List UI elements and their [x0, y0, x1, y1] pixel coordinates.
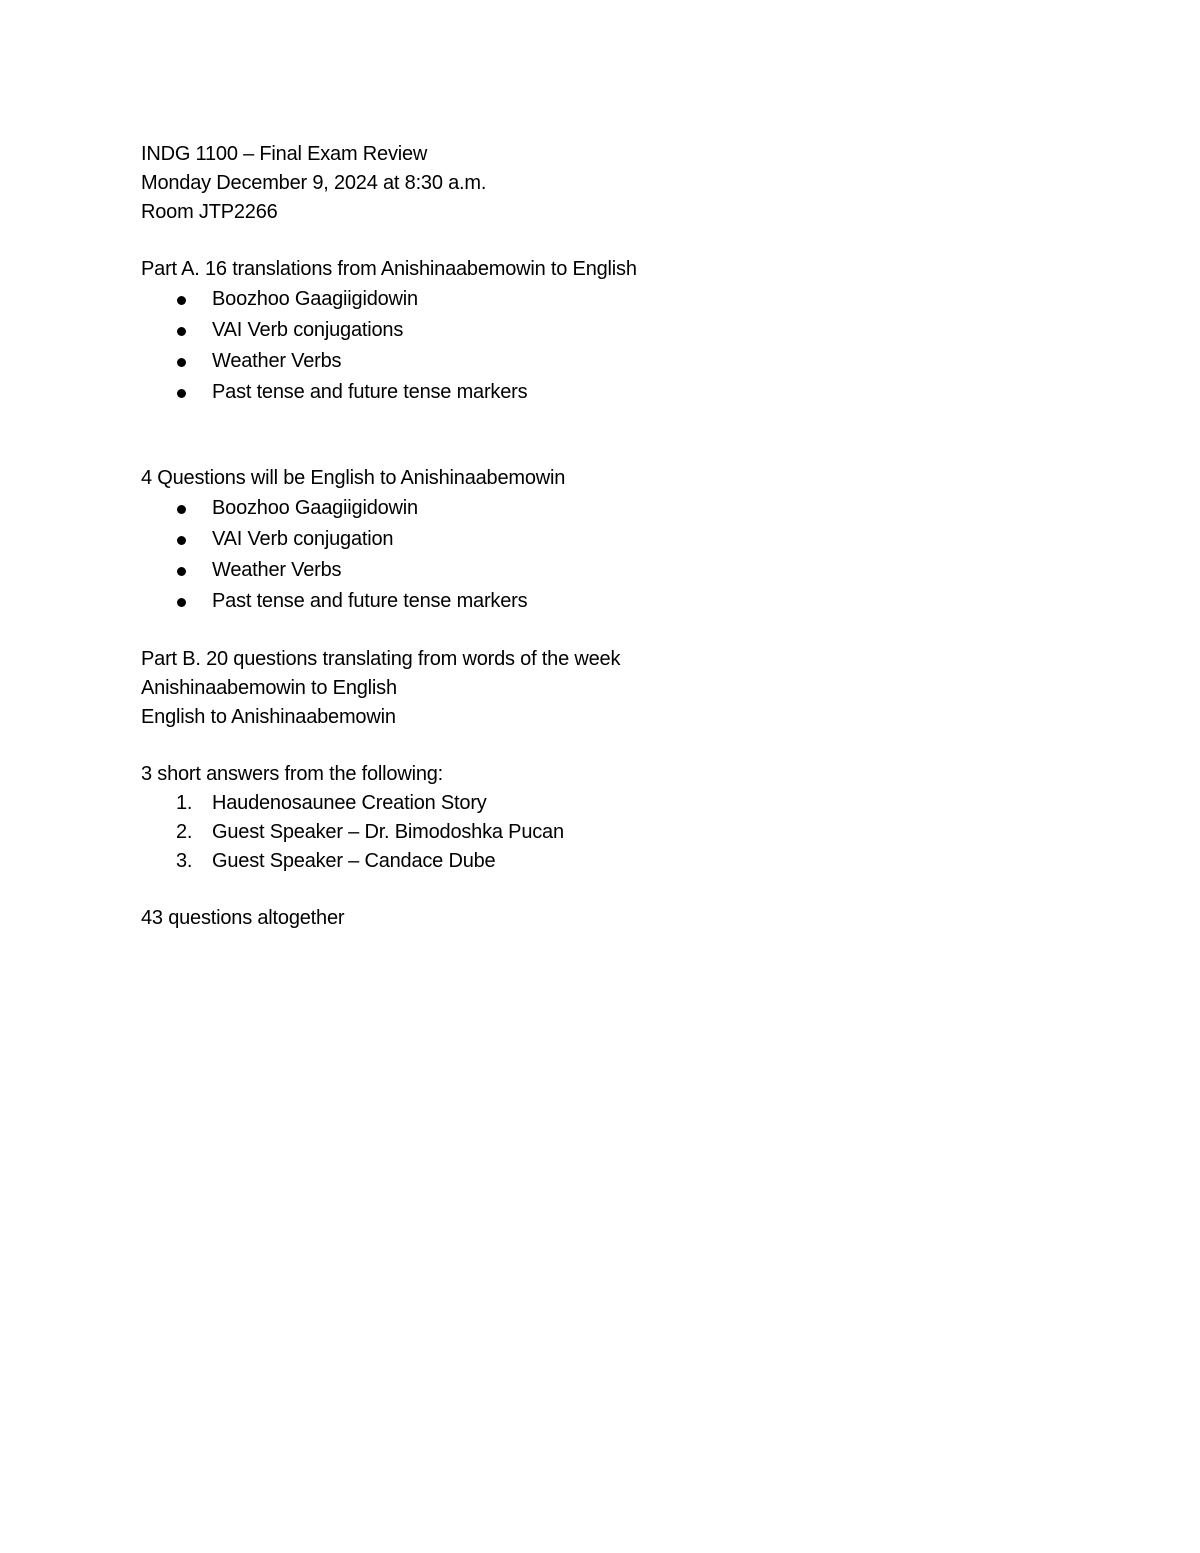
list-item: Weather Verbs [141, 346, 1041, 377]
total-questions: 43 questions altogether [141, 907, 345, 929]
list-item [141, 847, 1041, 876]
list-item: Boozhoo Gaagiigidowin [141, 493, 1041, 524]
list-number: 1. [176, 792, 193, 814]
list-item: Past tense and future tense markers [141, 377, 1041, 408]
exam-title: INDG 1100 – Final Exam Review [141, 143, 428, 165]
list-number: 2. [176, 821, 193, 843]
list-item: VAI Verb conjugation [141, 524, 1041, 555]
list-item: Past tense and future tense markers [141, 586, 1041, 617]
part-b-line: Anishinaabemowin to English [141, 677, 397, 699]
list-item: Weather Verbs [141, 555, 1041, 586]
list-item-text: Guest Speaker – Candace Dube [212, 850, 496, 872]
part-b-heading: Part B. 20 questions translating from words of the week [141, 648, 621, 670]
short-answers-list [141, 789, 1041, 876]
list-item [141, 789, 1041, 818]
list-item-text: Guest Speaker – Dr. Bimodoshka Pucan [212, 821, 564, 843]
document-body [141, 140, 1041, 933]
english-to-ojibwe-heading: 4 Questions will be English to Anishinaabemowin [141, 467, 566, 489]
list-item [141, 818, 1041, 847]
exam-room: Room JTP2266 [141, 201, 278, 223]
list-item: Boozhoo Gaagiigidowin [141, 284, 1041, 315]
part-a-heading: Part A. 16 translations from Anishinaabemowin to English [141, 258, 637, 280]
part-a-topic-list [141, 284, 1041, 408]
spacer [141, 408, 1041, 464]
spacer [141, 732, 1041, 760]
exam-date: Monday December 9, 2024 at 8:30 a.m. [141, 172, 487, 194]
list-item: VAI Verb conjugations [141, 315, 1041, 346]
spacer [141, 876, 1041, 904]
english-to-ojibwe-topic-list [141, 493, 1041, 617]
list-item-text: Haudenosaunee Creation Story [212, 792, 487, 814]
part-b-line: English to Anishinaabemowin [141, 706, 396, 728]
short-answers-heading: 3 short answers from the following: [141, 763, 444, 785]
spacer [141, 617, 1041, 645]
spacer [141, 227, 1041, 255]
list-number: 3. [176, 850, 193, 872]
